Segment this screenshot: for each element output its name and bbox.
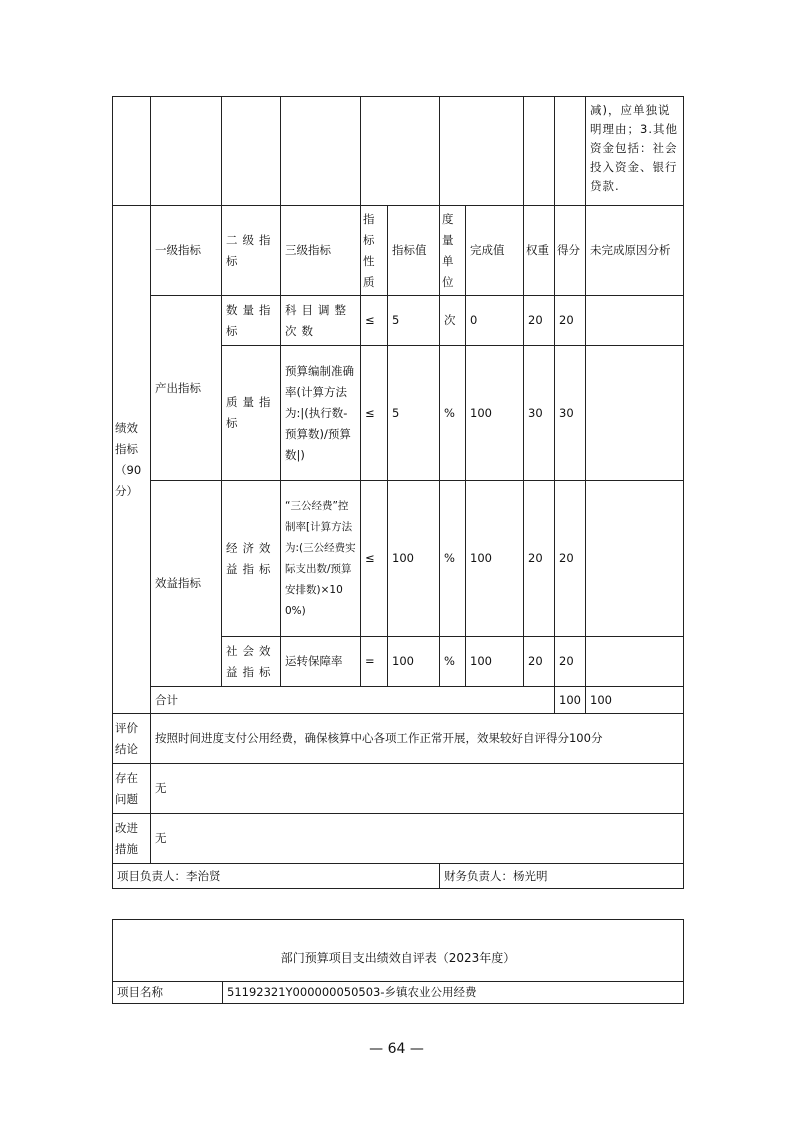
level2-cell: 社会效益指标 xyxy=(222,637,281,687)
weight-cell: 20 xyxy=(524,296,555,346)
project-name-value: 51192321Y000000050503-乡镇农业公用经费 xyxy=(223,982,684,1004)
weight-cell: 20 xyxy=(524,637,555,687)
header-weight: 权重 xyxy=(524,206,555,296)
header-target: 指标值 xyxy=(388,206,440,296)
cont-cell xyxy=(222,97,281,206)
header-level3: 三级指标 xyxy=(281,206,361,296)
cont-cell xyxy=(440,97,524,206)
page-number: — 64 — xyxy=(369,1041,424,1057)
cont-cell xyxy=(361,97,440,206)
target-cell: 5 xyxy=(388,346,440,481)
header-level2: 二级指标 xyxy=(222,206,281,296)
unit-cell: % xyxy=(440,481,466,637)
nature-cell: ≤ xyxy=(361,481,388,637)
table-title: 部门预算项目支出绩效自评表（2023年度） xyxy=(113,920,684,982)
project-expense-table xyxy=(112,919,684,1004)
evaluation-value: 按照时间进度支付公用经费，确保核算中心各项工作正常开展，效果较好自评得分100分 xyxy=(151,714,684,764)
header-score: 得分 xyxy=(555,206,586,296)
level3-cell: “三公经费”控制率[计算方法为:(三公经费实际支出数/预算安排数)×100%) xyxy=(281,481,361,637)
section-label: 绩效指标（90分） xyxy=(113,206,151,714)
measures-value: 无 xyxy=(151,814,684,864)
total-label: 合计 xyxy=(151,687,555,714)
actual-cell: 100 xyxy=(466,346,524,481)
cont-cell xyxy=(524,97,555,206)
cont-cell xyxy=(151,97,222,206)
unit-cell: % xyxy=(440,637,466,687)
continuation-text: 减)，应单独说明理由；3.其他资金包括：社会投入资金、银行贷款. xyxy=(586,97,684,206)
header-reason: 未完成原因分析 xyxy=(586,206,684,296)
unit-cell: % xyxy=(440,346,466,481)
measures-label: 改进措施 xyxy=(113,814,151,864)
actual-cell: 100 xyxy=(466,481,524,637)
reason-cell xyxy=(586,346,684,481)
finance-lead: 财务负责人：杨光明 xyxy=(440,864,684,889)
total-score: 100 xyxy=(586,687,684,714)
actual-cell: 100 xyxy=(466,637,524,687)
target-cell: 100 xyxy=(388,481,440,637)
header-unit: 度量单位 xyxy=(440,206,466,296)
level3-cell: 科目调整次数 xyxy=(281,296,361,346)
level1-benefit: 效益指标 xyxy=(151,481,222,687)
score-cell: 20 xyxy=(555,296,586,346)
nature-cell: ≤ xyxy=(361,346,388,481)
reason-cell xyxy=(586,637,684,687)
nature-cell: = xyxy=(361,637,388,687)
project-lead: 项目负责人：李治贤 xyxy=(113,864,440,889)
target-cell: 100 xyxy=(388,637,440,687)
weight-cell: 30 xyxy=(524,346,555,481)
problems-value: 无 xyxy=(151,764,684,814)
evaluation-label: 评价结论 xyxy=(113,714,151,764)
cont-cell xyxy=(281,97,361,206)
performance-table xyxy=(112,96,684,889)
reason-cell xyxy=(586,481,684,637)
problems-label: 存在问题 xyxy=(113,764,151,814)
reason-cell xyxy=(586,296,684,346)
score-cell: 30 xyxy=(555,346,586,481)
score-cell: 20 xyxy=(555,637,586,687)
unit-cell: 次 xyxy=(440,296,466,346)
header-level1: 一级指标 xyxy=(151,206,222,296)
cont-cell xyxy=(113,97,151,206)
target-cell: 5 xyxy=(388,296,440,346)
level2-cell: 经济效益指标 xyxy=(222,481,281,637)
level2-cell: 质量指标 xyxy=(222,346,281,481)
actual-cell: 0 xyxy=(466,296,524,346)
level1-output: 产出指标 xyxy=(151,296,222,481)
header-nature: 指标性质 xyxy=(361,206,388,296)
level3-cell: 预算编制准确率(计算方法为:|(执行数-预算数)/预算数|) xyxy=(281,346,361,481)
nature-cell: ≤ xyxy=(361,296,388,346)
level2-cell: 数量指标 xyxy=(222,296,281,346)
header-actual: 完成值 xyxy=(466,206,524,296)
total-weight: 100 xyxy=(555,687,586,714)
score-cell: 20 xyxy=(555,481,586,637)
level3-cell: 运转保障率 xyxy=(281,637,361,687)
weight-cell: 20 xyxy=(524,481,555,637)
cont-cell xyxy=(555,97,586,206)
project-name-label: 项目名称 xyxy=(113,982,223,1004)
